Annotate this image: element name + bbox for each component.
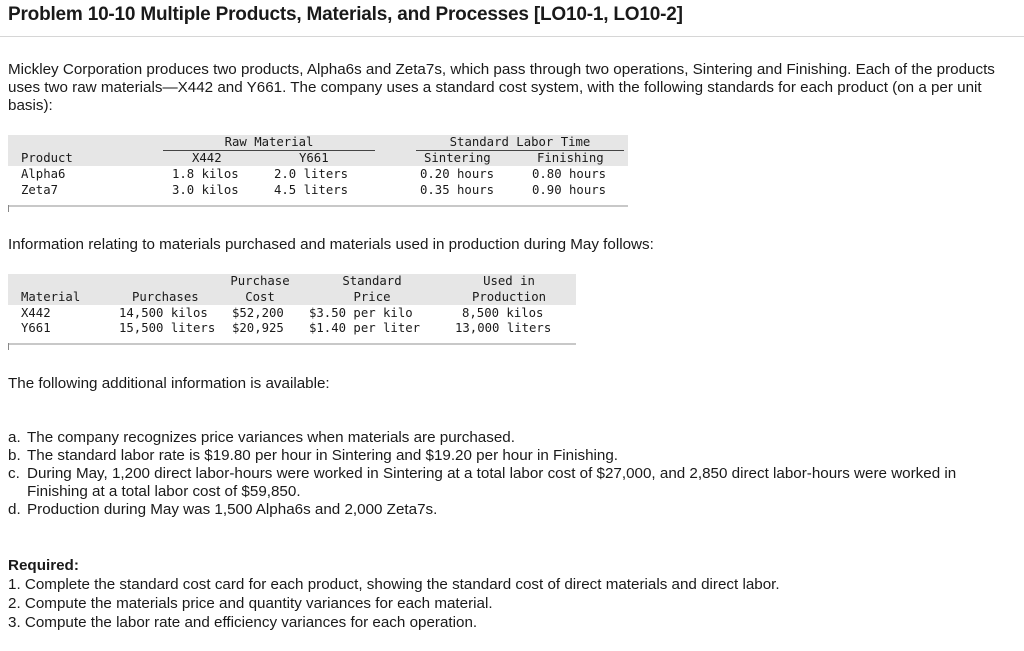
- finishing-col-header: Finishing: [537, 151, 604, 165]
- table-row-product: Alpha6: [21, 167, 66, 181]
- list-marker: a.: [8, 429, 21, 446]
- list-item-text: The standard labor rate is $19.80 per hour in Sintering and $19.20 per hour in Finishing.: [27, 447, 618, 464]
- labor-time-group-header: Standard Labor Time: [449, 135, 591, 149]
- x442-col-header: X442: [192, 151, 222, 165]
- list-marker: b.: [8, 447, 21, 464]
- table-row-finishing: 0.80 hours: [532, 167, 607, 181]
- purchase-cost-header-line1: Purchase: [230, 274, 290, 288]
- intro-paragraph: Mickley Corporation produces two products, Alpha6s and Zeta7s, which pass through two operations, Sintering and Finishing. Each of the products uses two raw materials—X442 and Y661. The company uses a standard cost system, with the following standards for each product (on a per unit basis):: [8, 61, 995, 114]
- required-item: 2. Compute the materials price and quantity variances for each material.: [8, 595, 493, 612]
- table-row-used: 13,000 liters: [455, 321, 552, 335]
- standards-left-tick: [8, 205, 9, 212]
- table-row-purchases: 15,500 liters: [119, 321, 216, 335]
- list-item: [8, 501, 1008, 519]
- standards-table: [8, 135, 628, 213]
- required-list: [8, 575, 780, 632]
- table-row-y661: 2.0 liters: [274, 167, 349, 181]
- additional-info-list: [8, 429, 1008, 519]
- table-row-sintering: 0.35 hours: [420, 182, 495, 197]
- table-row-used: 8,500 kilos: [462, 305, 544, 320]
- y661-col-header: Y661: [299, 151, 329, 165]
- materials-left-tick: [8, 343, 9, 350]
- used-in-production-header-line2: Production: [471, 289, 547, 304]
- table-row-cost: $20,925: [232, 321, 284, 335]
- sintering-col-header: Sintering: [424, 151, 491, 165]
- raw-material-group-header: Raw Material: [224, 135, 314, 149]
- purchase-cost-header-line2: Cost: [245, 289, 275, 304]
- table-row-cost: $52,200: [232, 305, 284, 320]
- materials-intro: Information relating to materials purchased and materials used in production during May follows:: [8, 236, 654, 253]
- table-row-purchases: 14,500 kilos: [119, 305, 208, 320]
- list-marker: c.: [8, 465, 20, 482]
- table-row-sintering: 0.20 hours: [420, 167, 495, 181]
- materials-bottom-border: [8, 343, 576, 345]
- list-item-text: Production during May was 1,500 Alpha6s and 2,000 Zeta7s.: [27, 501, 438, 518]
- table-row-material: X442: [21, 305, 51, 320]
- additional-info-intro: The following additional information is available:: [8, 375, 330, 392]
- table-row-x442: 3.0 kilos: [172, 182, 239, 197]
- product-col-header: Product: [21, 151, 73, 165]
- list-item: [8, 429, 1008, 447]
- list-marker: d.: [8, 501, 21, 518]
- used-in-production-header-line1: Used in: [483, 274, 535, 288]
- purchases-col-header: Purchases: [132, 289, 199, 304]
- table-row-material: Y661: [21, 321, 51, 335]
- required-item: 3. Compute the labor rate and efficiency variances for each operation.: [8, 614, 478, 631]
- materials-table: [8, 274, 576, 352]
- table-row-price: $1.40 per liter: [309, 321, 421, 335]
- material-col-header: Material: [21, 289, 81, 304]
- standard-price-header-line1: Standard: [342, 274, 402, 288]
- title-divider: [0, 36, 1024, 37]
- table-row-price: $3.50 per kilo: [309, 305, 413, 320]
- table-row-product: Zeta7: [21, 182, 59, 197]
- standard-price-header-line2: Price: [353, 289, 391, 304]
- required-item: 1. Complete the standard cost card for each product, showing the standard cost of direct materials and direct labor.: [8, 576, 780, 593]
- table-row-finishing: 0.90 hours: [532, 182, 607, 197]
- list-item: [8, 465, 1008, 501]
- standards-bottom-border: [8, 205, 628, 207]
- table-row-x442: 1.8 kilos: [172, 167, 239, 181]
- list-item: [8, 447, 1008, 465]
- problem-title: Problem 10-10 Multiple Products, Materials, and Processes [LO10-1, LO10-2]: [8, 4, 683, 25]
- required-heading: Required:: [8, 557, 79, 574]
- list-item-text: The company recognizes price variances when materials are purchased.: [27, 429, 515, 446]
- list-item-text: During May, 1,200 direct labor-hours were worked in Sintering at a total labor cost of $27,000, and 2,850 direct labor-hours were worked in Finishing at a total labor cost of $59,850.: [27, 465, 957, 500]
- table-row-y661: 4.5 liters: [274, 182, 349, 197]
